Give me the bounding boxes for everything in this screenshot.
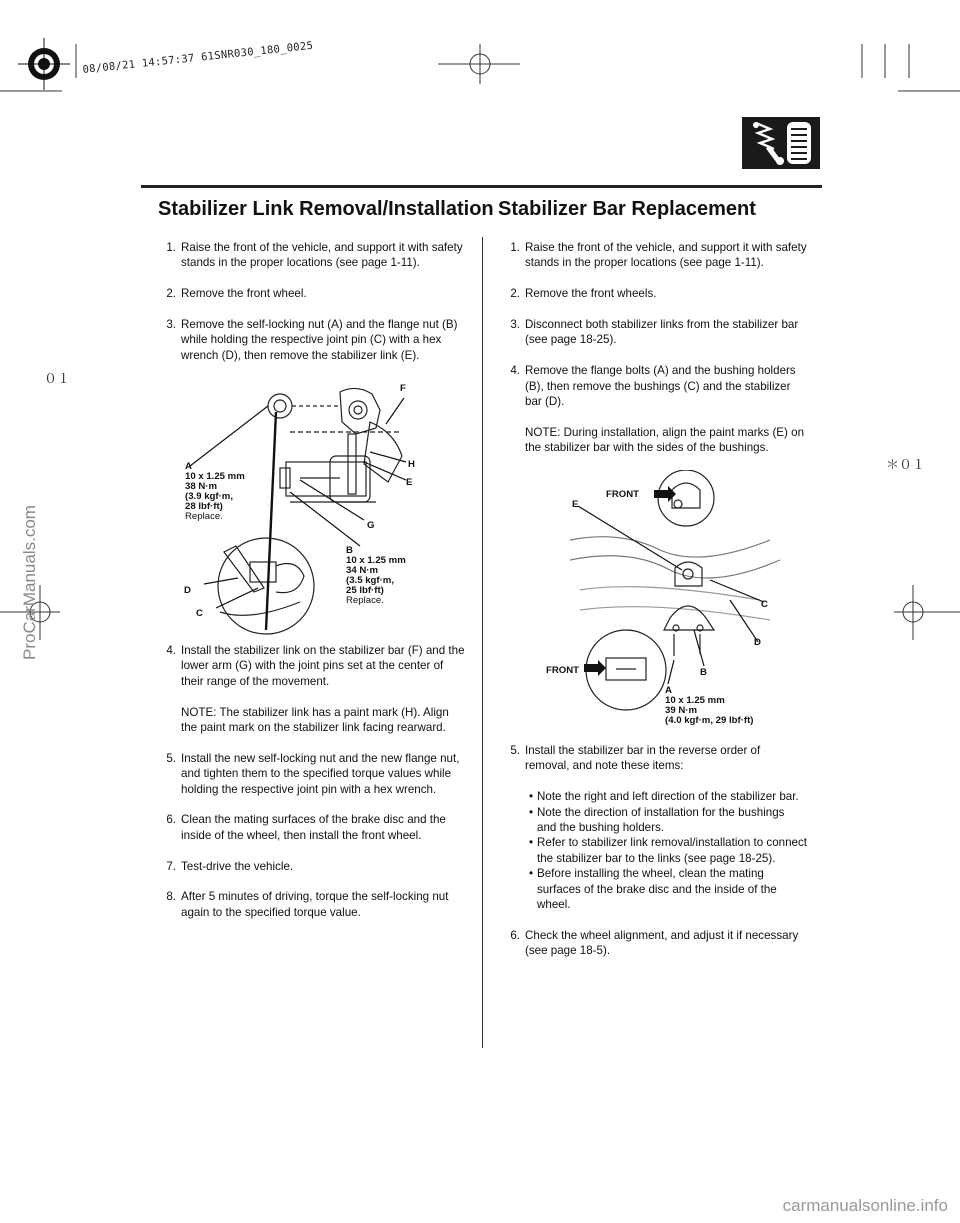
- callout-c-left: C: [196, 608, 203, 619]
- list-item: 2. Remove the front wheels.: [510, 287, 657, 301]
- list-item: 4. Install the stabilizer link on the stabilizer bar (F) and the lower arm (G) with the joint pins set at the center of their range of the movement. NOTE: The stabilizer link has a paint mark (H). Align the paint mark on the stabilizer link facing rearward.: [158, 643, 468, 735]
- list-item: • Before installing the wheel, clean the mating surfaces of the brake disc and the inside of the wheel.: [528, 867, 777, 912]
- front-label-top: FRONT: [606, 489, 640, 500]
- list-item: 3. Disconnect both stabilizer links from the stabilizer bar (see page 18-25).: [510, 318, 799, 347]
- footer-watermark: carmanualsonline.info: [782, 1196, 948, 1215]
- side-watermark: ProCarManuals.com: [20, 505, 39, 660]
- column-divider: [482, 237, 483, 1048]
- list-item: 5. Install the new self-locking nut and the new flange nut, and tighten them to the specified torque values while holding the respective joint pin with a hex wrench.: [166, 751, 460, 796]
- list-item: • Refer to stabilizer link removal/installation to connect the stabilizer bar to the links (see page 18-25).: [528, 836, 808, 865]
- callout-d-left: D: [184, 585, 191, 596]
- side-mark-right: ＊０１: [886, 458, 926, 473]
- left-steps-bottom: [158, 643, 468, 936]
- list-item: 4. Remove the flange bolts (A) and the bushing holders (B), then remove the bushings (C) and the stabilizer bar (D). NOTE: During installation, align the paint marks (E) on the stabilizer bar with the sides of the bushings.: [502, 363, 807, 455]
- left-steps-top: [158, 240, 468, 379]
- stabilizer-bar-illustration: [560, 470, 810, 720]
- callout-h-left: H: [408, 459, 415, 470]
- callout-e-left: E: [406, 477, 413, 488]
- callout-b-right: B: [700, 667, 707, 678]
- right-page-title: Stabilizer Bar Replacement: [498, 198, 756, 220]
- callout-e-right: E: [572, 499, 579, 510]
- bullet-list: [525, 789, 807, 912]
- callout-b-left: B 10 x 1.25 mm 34 N·m (3.5 kgf·m, 25 lbf·ft) Replace.: [346, 545, 406, 606]
- list-item: 6. Check the wheel alignment, and adjust it if necessary (see page 18-5).: [510, 928, 799, 958]
- suspension-icon: [742, 117, 820, 169]
- callout-a-right: A 10 x 1.25 mm 39 N·m (4.0 kgf·m, 29 lbf·ft): [665, 685, 754, 726]
- list-item: 8. After 5 minutes of driving, torque the self-locking nut again to the specified torque value.: [166, 890, 449, 919]
- list-item: 1. Raise the front of the vehicle, and support it with safety stands in the proper locations (see page 1-11).: [510, 241, 807, 270]
- list-item: 7. Test-drive the vehicle.: [166, 859, 294, 873]
- list-item: 1. Raise the front of the vehicle, and support it with safety stands in the proper locations (see page 1-11).: [166, 241, 463, 270]
- header-rule: [141, 185, 822, 188]
- side-mark-left: ０１: [44, 372, 71, 387]
- callout-c-right: C: [761, 599, 768, 610]
- list-item: 2. Remove the front wheel.: [166, 287, 307, 301]
- note: NOTE: The stabilizer link has a paint mark (H). Align the paint mark on the stabilizer link facing rearward.: [181, 705, 449, 735]
- right-steps-bottom: [502, 743, 807, 974]
- list-item: 5. Install the stabilizer bar in the reverse order of removal, and note these items: • Note the right and left direction of the stabilizer bar. • Note the direction of installation for the bushings and the bushing holders. • Refer to stabilizer link removal/installation to connect the stabilizer bar to the links (see page 18-25). • Before installing the wheel, clean the mating surfaces of the brake disc and the inside of the wheel.: [510, 744, 808, 912]
- callout-g-left: G: [367, 520, 375, 531]
- print-stamp: 08/08/21 14:57:37 61SNR030_180_0025: [82, 39, 314, 76]
- list-item: • Note the direction of installation for the bushings and the bushing holders.: [528, 805, 785, 835]
- right-steps-top: [502, 240, 807, 471]
- front-arrow-icon: [654, 486, 676, 502]
- list-item: 6. Clean the mating surfaces of the brake disc and the inside of the wheel, then install the front wheel.: [166, 813, 446, 842]
- left-page-title: Stabilizer Link Removal/Installation: [158, 198, 494, 220]
- callout-f-left: F: [400, 383, 406, 394]
- front-label-bottom: FRONT: [546, 665, 580, 676]
- callout-a-left: A 10 x 1.25 mm 38 N·m (3.9 kgf·m, 28 lbf·ft) Replace.: [185, 461, 245, 522]
- list-item: 3. Remove the self-locking nut (A) and the flange nut (B) while holding the respective joint pin (C) with a hex wrench (D), then remove the stabilizer link (E).: [166, 318, 458, 362]
- note: NOTE: During installation, align the paint marks (E) on the stabilizer bar with the sides of the bushings.: [525, 425, 805, 455]
- registration-target-icon: [18, 38, 70, 90]
- list-item: • Note the right and left direction of the stabilizer bar.: [528, 790, 799, 804]
- callout-d-right: D: [754, 637, 761, 648]
